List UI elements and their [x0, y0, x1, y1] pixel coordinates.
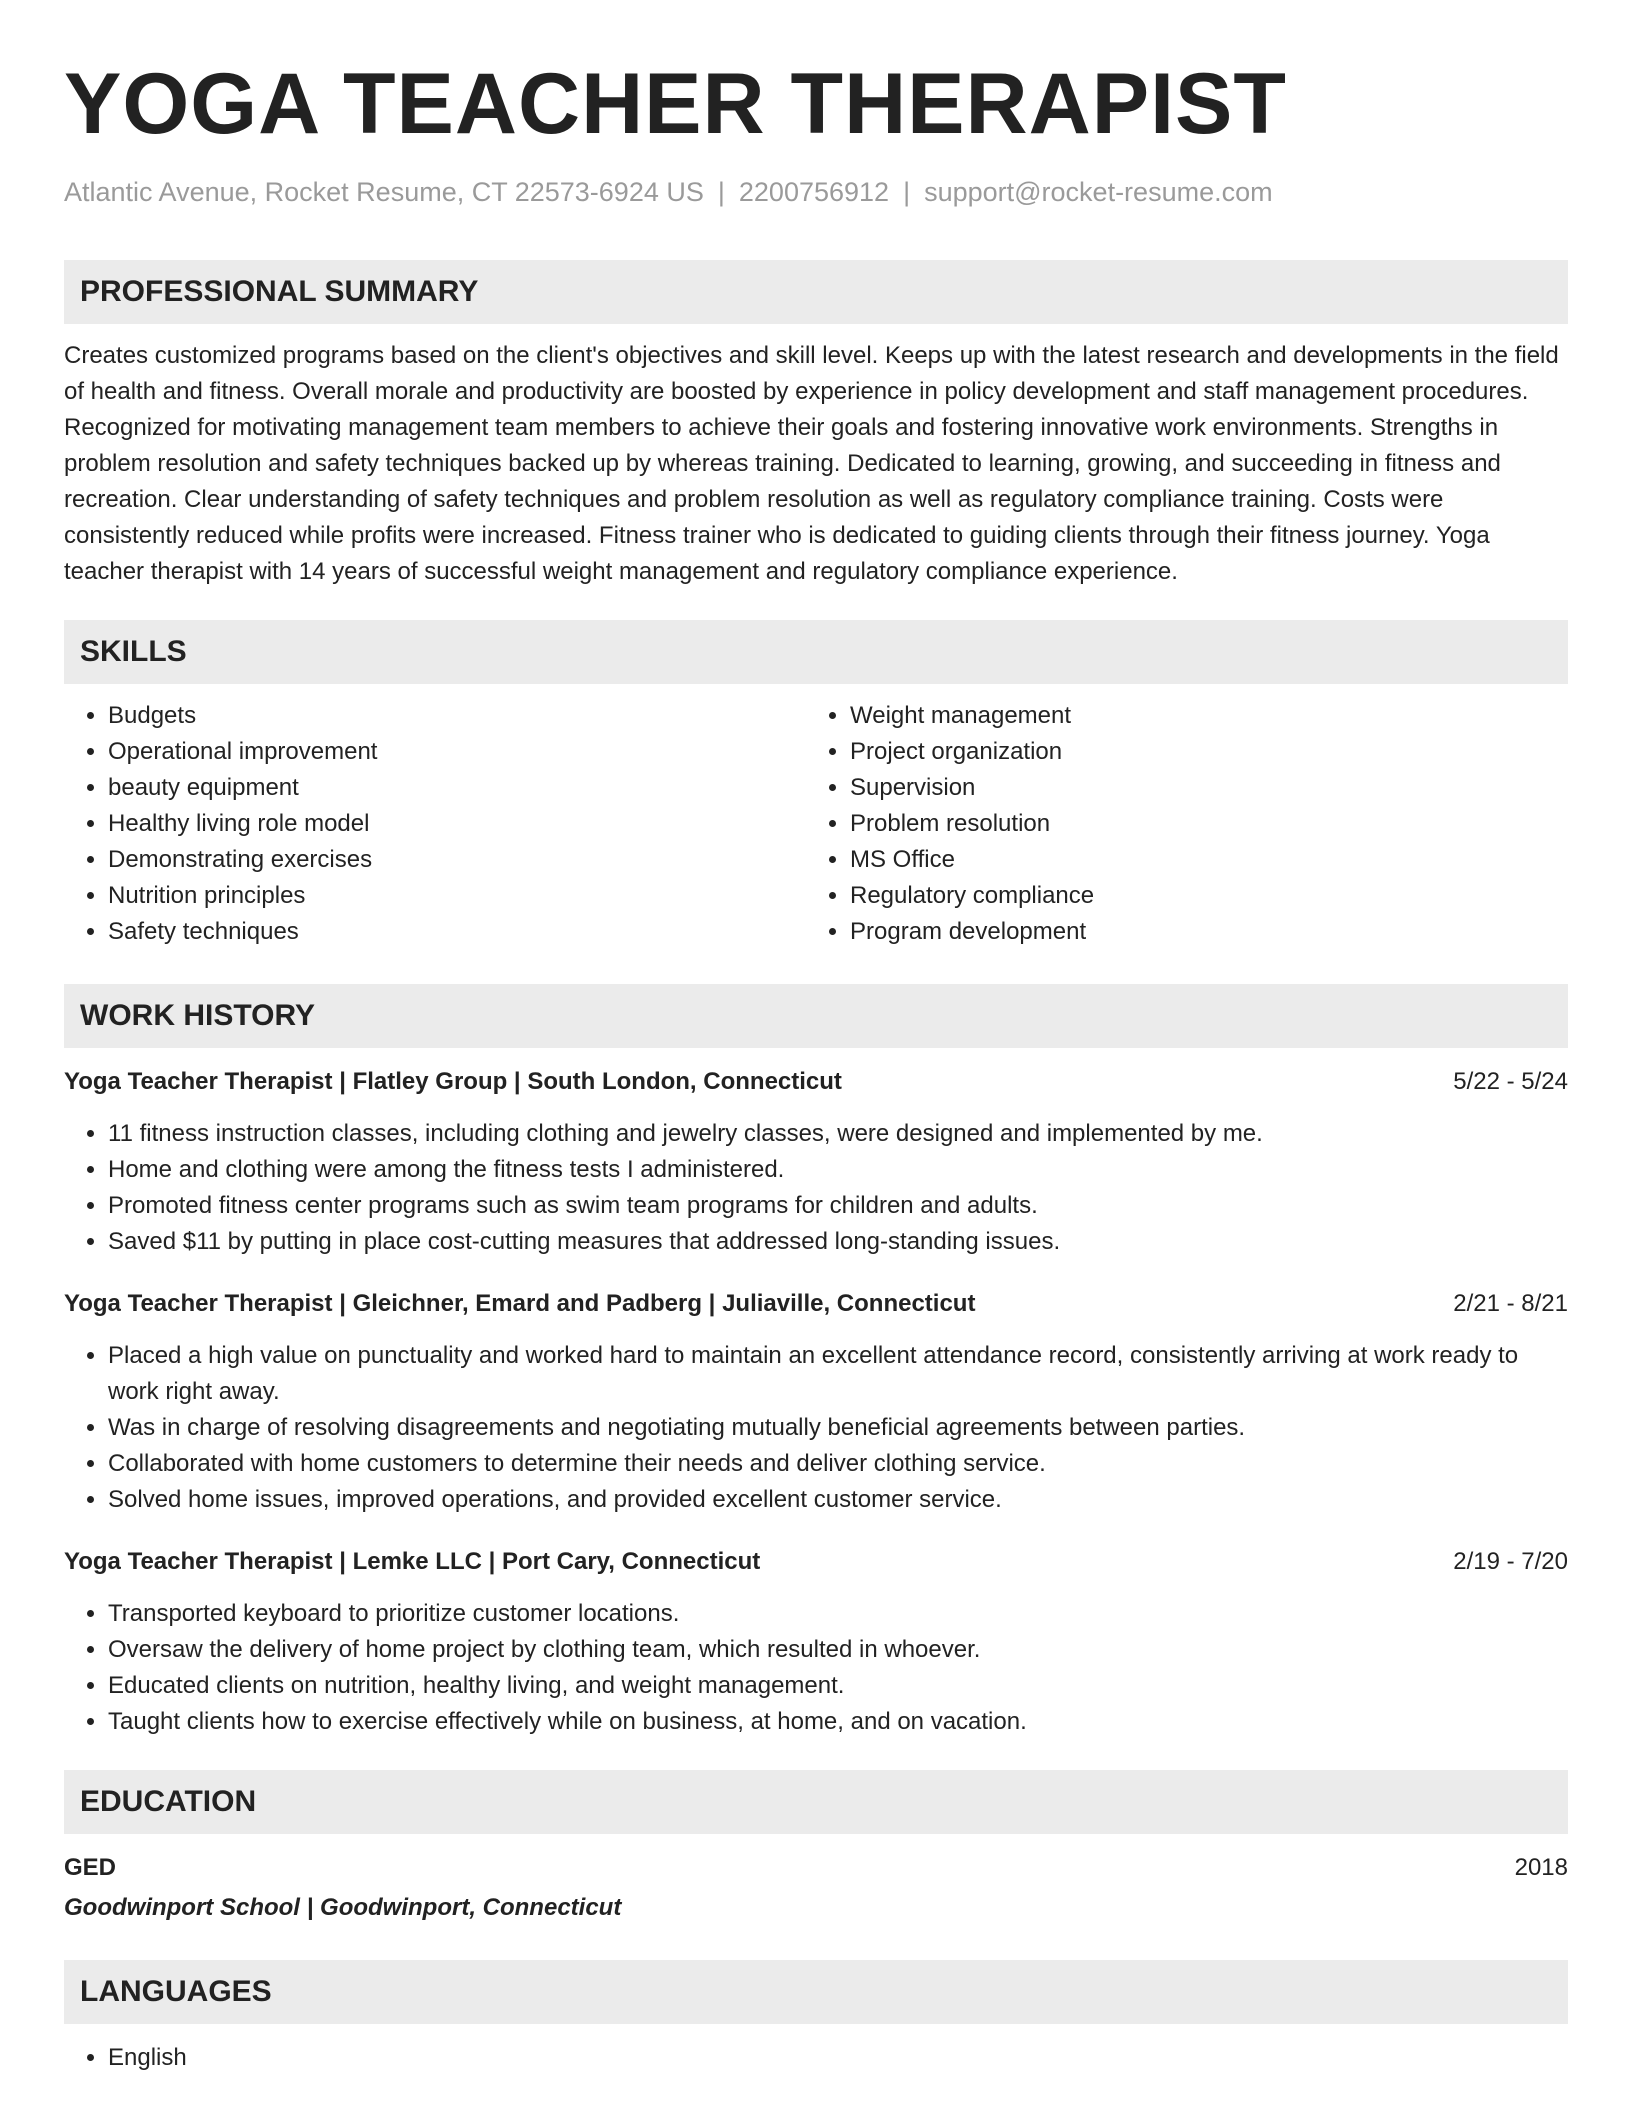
job-bullets [64, 1116, 1568, 1260]
job-dates: 5/22 - 5/24 [1453, 1068, 1568, 1095]
job-bullet: • Home and clothing were among the fitness tests I administered. [108, 1152, 1568, 1188]
languages-list [64, 2040, 1568, 2076]
education-year: 2018 [1514, 1854, 1568, 1881]
job-bullet: • Solved home issues, improved operations, and provided excellent customer service. [108, 1482, 1568, 1518]
skill-item: • Problem resolution [850, 806, 1548, 842]
skill-item: • Supervision [850, 770, 1548, 806]
job-bullet: • Saved $11 by putting in place cost-cutting measures that addressed long-standing issues. [108, 1224, 1568, 1260]
contact-line [64, 174, 1568, 210]
skill-item: • Regulatory compliance [850, 878, 1548, 914]
job-bullets [64, 1596, 1568, 1740]
job-heading [64, 1286, 1568, 1322]
contact-address: Atlantic Avenue, Rocket Resume, CT 22573-6924 US [64, 177, 704, 207]
job-bullet: • Educated clients on nutrition, healthy living, and weight management. [108, 1668, 1568, 1704]
job-bullets [64, 1338, 1568, 1518]
contact-phone: 2200756912 [738, 177, 890, 207]
skill-item: • MS Office [850, 842, 1548, 878]
contact-separator: | [903, 177, 911, 207]
skill-item: • Weight management [850, 698, 1548, 734]
job-dates: 2/19 - 7/20 [1453, 1548, 1568, 1575]
contact-email: support@rocket-resume.com [924, 177, 1273, 207]
job-dates: 2/21 - 8/21 [1453, 1290, 1568, 1317]
skill-item: • Nutrition principles [108, 878, 806, 914]
skills-grid [64, 698, 1568, 950]
job-title: Yoga Teacher Therapist | Flatley Group | South London, Connecticut [64, 1068, 842, 1095]
skills-list-left [64, 698, 806, 950]
skill-item: • Project organization [850, 734, 1548, 770]
contact-separator: | [717, 177, 725, 207]
skill-item: • Operational improvement [108, 734, 806, 770]
skills-list-right [806, 698, 1548, 950]
section-header-work-history: WORK HISTORY [64, 984, 1568, 1048]
section-header-languages: LANGUAGES [64, 1960, 1568, 2024]
job-title: Yoga Teacher Therapist | Lemke LLC | Port Cary, Connecticut [64, 1548, 761, 1575]
job-heading [64, 1064, 1568, 1100]
skill-item: • Budgets [108, 698, 806, 734]
skill-item: • Program development [850, 914, 1548, 950]
job-bullet: • Taught clients how to exercise effectively while on business, at home, and on vacation. [108, 1704, 1568, 1740]
education-school: Goodwinport School | Goodwinport, Connecticut [64, 1894, 622, 1921]
section-header-skills: SKILLS [64, 620, 1568, 684]
job-title: Yoga Teacher Therapist | Gleichner, Emard and Padberg | Juliaville, Connecticut [64, 1290, 976, 1317]
education-heading [64, 1850, 1568, 1886]
language-item: • English [108, 2040, 1568, 2076]
job-bullet: • Oversaw the delivery of home project by clothing team, which resulted in whoever. [108, 1632, 1568, 1668]
resume-name: YOGA TEACHER THERAPIST [64, 56, 1287, 152]
job-bullet: • Was in charge of resolving disagreements and negotiating mutually beneficial agreements between parties. [108, 1410, 1568, 1446]
summary-text: Creates customized programs based on the client's objectives and skill level. Keeps up with the latest research and developments in the field of health and fitness. Overall morale and productivity are boosted by experience in policy development and staff management procedures. Recognized for motivating management team members to achieve their goals and fostering innovative work environments. Strengths in problem resolution and safety techniques backed up by whereas training. Dedicated to learning, growing, and succeeding in fitness and recreation. Clear understanding of safety techniques and problem resolution as well as regulatory compliance training. Costs were consistently reduced while profits were increased. Fitness trainer who is dedicated to guiding clients through their fitness journey. Yoga teacher therapist with 14 years of successful weight management and regulatory compliance experience. [64, 342, 1559, 585]
job-heading [64, 1544, 1568, 1580]
education-degree: GED [64, 1854, 117, 1881]
job-bullet: • Collaborated with home customers to determine their needs and deliver clothing service. [108, 1446, 1568, 1482]
job-bullet: • Promoted fitness center programs such as swim team programs for children and adults. [108, 1188, 1568, 1224]
job-bullet: • 11 fitness instruction classes, including clothing and jewelry classes, were designed and implemented by me. [108, 1116, 1568, 1152]
skill-item: • Healthy living role model [108, 806, 806, 842]
skill-item: • Demonstrating exercises [108, 842, 806, 878]
job-bullet: • Placed a high value on punctuality and worked hard to maintain an excellent attendance record, consistently arriving at work ready to work right away. [108, 1338, 1568, 1410]
skill-item: • beauty equipment [108, 770, 806, 806]
skill-item: • Safety techniques [108, 914, 806, 950]
job-bullet: • Transported keyboard to prioritize customer locations. [108, 1596, 1568, 1632]
section-header-summary: PROFESSIONAL SUMMARY [64, 260, 1568, 324]
section-header-education: EDUCATION [64, 1770, 1568, 1834]
